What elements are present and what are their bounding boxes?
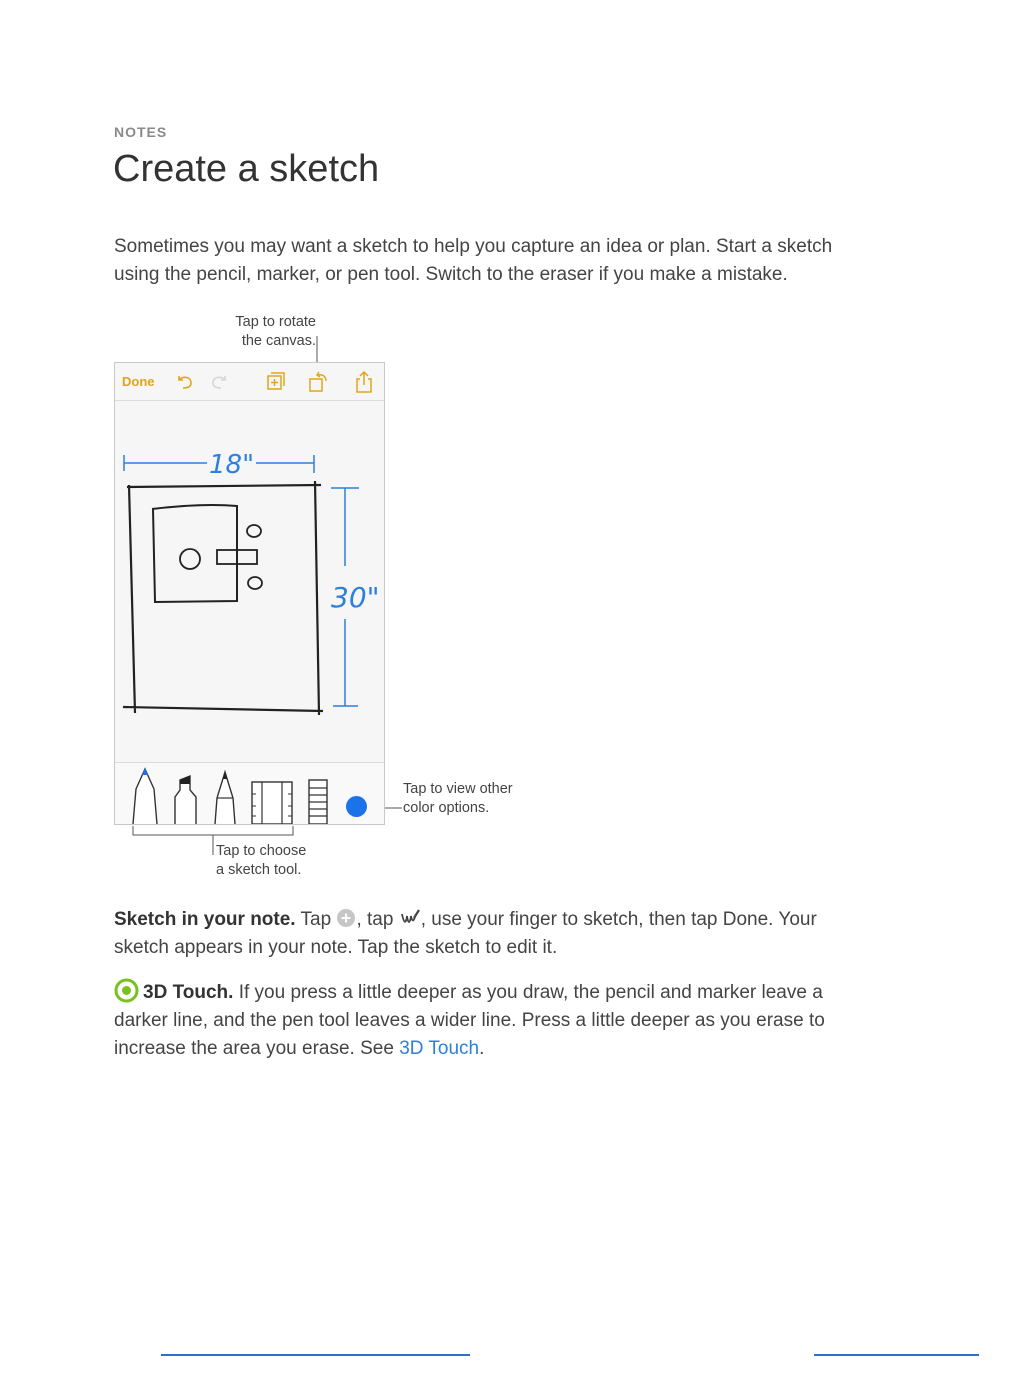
phone-screenshot (114, 362, 385, 825)
redo-icon[interactable] (207, 370, 231, 394)
eraser-tool-icon[interactable] (250, 780, 294, 824)
undo-icon[interactable] (173, 370, 197, 394)
callout-color: Tap to view other color options. (403, 781, 513, 816)
marker-tool-icon[interactable] (172, 772, 200, 824)
sketch-line-2: sketch appears in your note. Tap the sketch to edit it. (114, 937, 558, 958)
width-dimension-label: 18" (209, 450, 255, 480)
3d-touch-icon (114, 978, 139, 1003)
intro-line-2: using the pencil, marker, or pen tool. Switch to the eraser if you make a mistake. (114, 264, 788, 285)
page-title: Create a sketch (113, 148, 380, 190)
touch-text-1: If you press a little deeper as you draw, the pencil and marker leave a (233, 982, 823, 1003)
done-button[interactable]: Done (122, 374, 155, 389)
sketch-lead: Sketch in your note. (114, 909, 296, 930)
footer-nav-rule-left[interactable] (161, 1354, 470, 1356)
sketch-text-3: , use your finger to sketch, then tap Done. Your (420, 909, 817, 930)
color-picker-swatch[interactable] (346, 796, 367, 817)
pen-tool-icon[interactable] (131, 764, 159, 824)
touch-paragraph (114, 978, 904, 1063)
intro-line-1: Sometimes you may want a sketch to help you capture an idea or plan. Start a sketch (114, 236, 833, 257)
sketch-text-1: Tap (295, 909, 337, 930)
footer-nav-rule-right[interactable] (814, 1354, 979, 1356)
touch-line-3-end: . (479, 1038, 485, 1059)
pencil-tool-icon[interactable] (213, 768, 237, 824)
rotate-canvas-icon[interactable] (306, 370, 330, 394)
sketch-canvas[interactable] (115, 401, 384, 763)
sketch-instructions (114, 906, 904, 962)
eyebrow-label: NOTES (114, 124, 168, 140)
touch-lead: 3D Touch. (143, 982, 234, 1003)
3d-touch-link[interactable]: 3D Touch (399, 1038, 480, 1059)
touch-line-3: increase the area you erase. See (114, 1038, 400, 1059)
share-icon[interactable] (352, 370, 376, 394)
callout-tool: Tap to choose a sketch tool. (216, 843, 307, 878)
sketch-toolbar (115, 363, 384, 401)
sketch-squiggle-icon (399, 908, 421, 928)
ruler-tool-icon[interactable] (307, 778, 329, 824)
callout-rotate: Tap to rotate the canvas. (235, 314, 316, 349)
intro-paragraph (114, 233, 904, 289)
add-page-icon[interactable] (263, 370, 287, 394)
height-dimension-label: 30" (331, 581, 380, 614)
sketch-text-2: , tap (356, 909, 399, 930)
touch-line-2: darker line, and the pen tool leaves a wider line. Press a little deeper as you erase to (114, 1010, 825, 1031)
plus-circle-icon (336, 908, 356, 928)
sketch-toolbox (115, 762, 384, 824)
